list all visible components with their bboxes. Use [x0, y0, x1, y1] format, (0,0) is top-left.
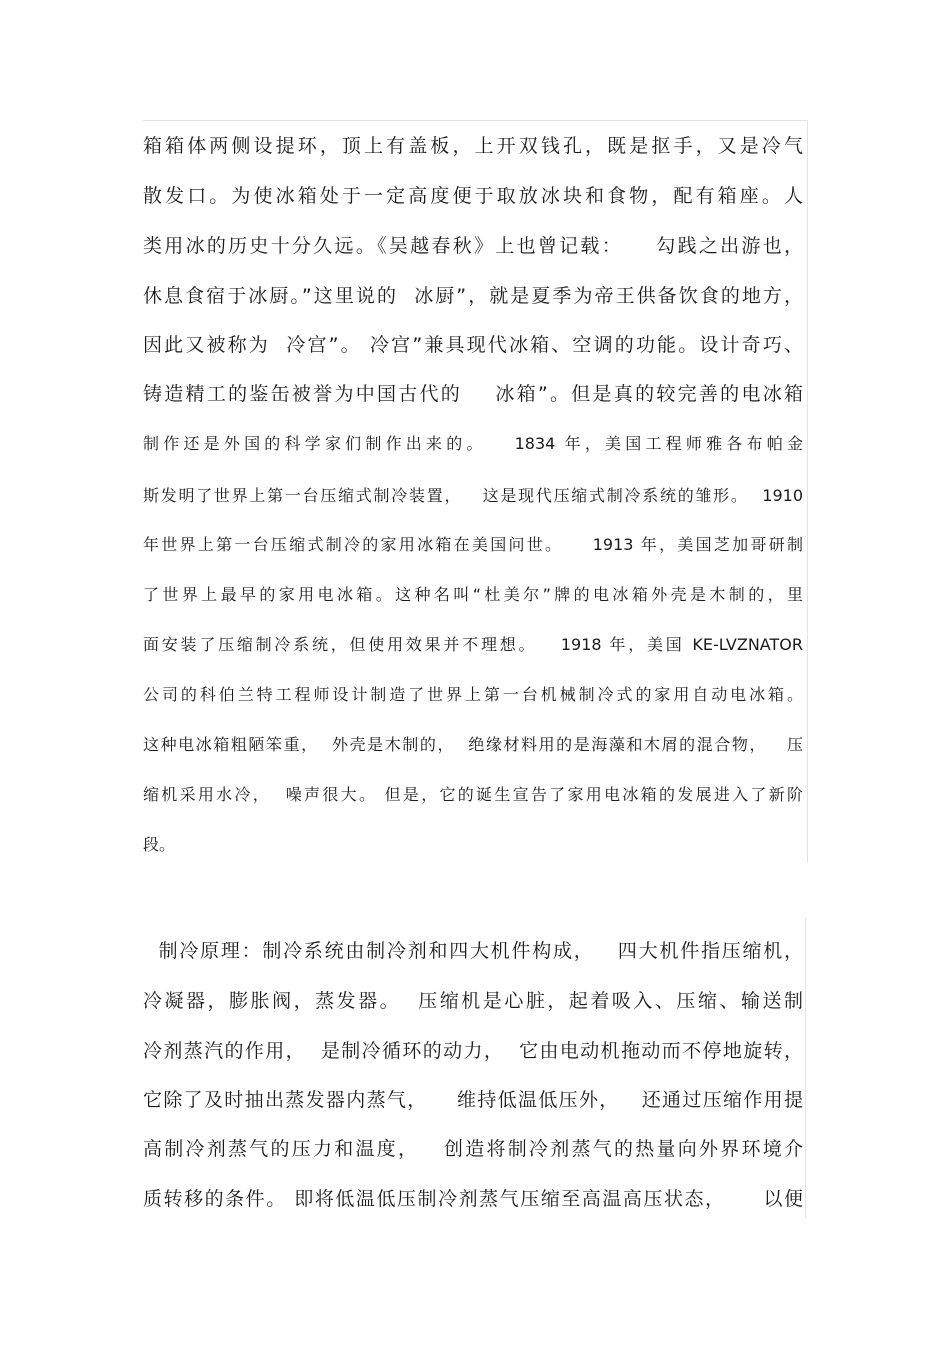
history-line-7: 制作还是外国的科学家们制作出来的。 1834 年，美国工程师雅各布帕金 [143, 434, 803, 453]
principle-line-6: 质转移的条件。 即将低温低压制冷剂蒸气压缩至高温高压状态， 以便 [143, 1188, 803, 1210]
history-section [143, 120, 808, 863]
principle-section [143, 918, 806, 1218]
principle-line-1: 制冷原理：制冷系统由制冷剂和四大机件构成， 四大机件指压缩机， [143, 940, 803, 962]
history-line-5: 因此又被称为 冷宫”。 冷宫”兼具现代冰箱、空调的功能。设计奇巧、 [143, 334, 803, 356]
history-line-3: 类用冰的历史十分久远。《吴越春秋》上也曾记载： 勾践之出游也， [143, 235, 803, 257]
history-line-6: 铸造精工的鉴缶被誉为中国古代的 冰箱”。但是真的较完善的电冰箱 [143, 383, 803, 405]
history-line-12: 公司的科伯兰特工程师设计制造了世界上第一台机械制冷式的家用自动电冰箱。 [143, 685, 803, 704]
principle-line-2: 冷凝器，膨胀阀，蒸发器。 压缩机是心脏，起着吸入、压缩、输送制 [143, 990, 803, 1012]
history-line-15: 段。 [143, 835, 176, 854]
history-line-10: 了世界上最早的家用电冰箱。这种名叫“杜美尔”牌的电冰箱外壳是木制的，里 [143, 585, 803, 604]
history-line-2: 散发口。为使冰箱处于一定高度便于取放冰块和食物，配有箱座。人 [143, 185, 803, 207]
history-line-9: 年世界上第一台压缩式制冷的家用冰箱在美国问世。 1913 年，美国芝加哥研制 [143, 535, 803, 554]
principle-line-3: 冷剂蒸汽的作用， 是制冷循环的动力， 它由电动机拖动而不停地旋转， [143, 1040, 803, 1062]
principle-line-5: 高制冷剂蒸气的压力和温度， 创造将制冷剂蒸气的热量向外界环境介 [143, 1138, 803, 1160]
history-line-14: 缩机采用水冷， 噪声很大。 但是，它的诞生宣告了家用电冰箱的发展进入了新阶 [143, 785, 803, 804]
history-line-13: 这种电冰箱粗陋笨重， 外壳是木制的， 绝缘材料用的是海藻和木屑的混合物， 压 [143, 735, 803, 754]
history-line-1: 箱箱体两侧设提环，顶上有盖板，上开双钱孔，既是抠手，又是冷气 [143, 135, 803, 157]
history-line-4: 休息食宿于冰厨。”这里说的 冰厨”，就是夏季为帝王供备饮食的地方， [143, 285, 803, 307]
principle-line-4: 它除了及时抽出蒸发器内蒸气， 维持低温低压外， 还通过压缩作用提 [143, 1089, 803, 1111]
history-line-11: 面安装了压缩制冷系统，但使用效果并不理想。 1918 年，美国 KE-LVZNATOR [143, 635, 803, 654]
history-line-8: 斯发明了世界上第一台压缩式制冷装置， 这是现代压缩式制冷系统的雏形。 1910 [143, 486, 803, 505]
